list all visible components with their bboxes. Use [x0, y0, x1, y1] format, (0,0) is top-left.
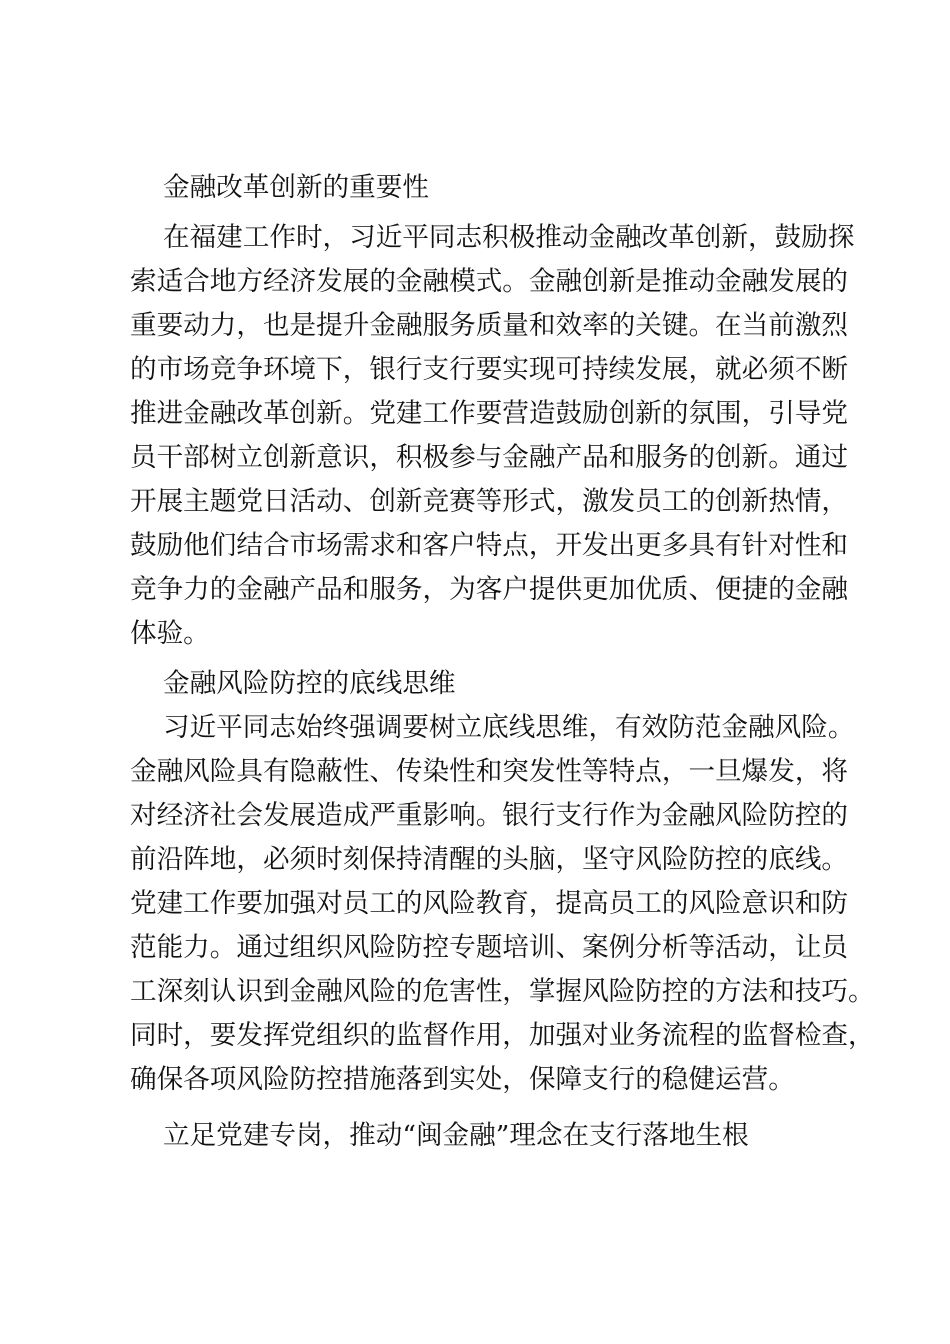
section-heading: 金融改革创新的重要性	[163, 172, 429, 203]
section-heading: 立足党建专岗，推动“闽金融”理念在支行落地生根	[163, 1120, 749, 1151]
paragraph-line: 同时，要发挥党组织的监督作用，加强对业务流程的监督检查，	[130, 1020, 875, 1051]
section-party-building	[130, 1114, 835, 1158]
paragraph-line: 党建工作要加强对员工的风险教育，提高员工的风险意识和防	[130, 888, 849, 919]
paragraph	[130, 216, 855, 656]
paragraph-line: 前沿阵地，必须时刻保持清醒的头脑，坚守风险防控的底线。	[130, 844, 849, 875]
section-risk-control	[130, 662, 875, 1102]
paragraph-line: 对经济社会发展造成严重影响。银行支行作为金融风险防控的	[130, 800, 849, 831]
paragraph-line: 体验。	[130, 618, 210, 649]
paragraph	[130, 706, 875, 1102]
paragraph-line: 鼓励他们结合市场需求和客户特点，开发出更多具有针对性和	[130, 530, 849, 561]
paragraph-line: 索适合地方经济发展的金融模式。金融创新是推动金融发展的	[130, 266, 849, 297]
section-heading: 金融风险防控的底线思维	[163, 668, 456, 699]
section-financial-innovation	[130, 166, 855, 656]
paragraph-line: 在福建工作时，习近平同志积极推动金融改革创新，鼓励探	[163, 222, 855, 253]
paragraph-line: 习近平同志始终强调要树立底线思维，有效防范金融风险。	[163, 712, 855, 743]
paragraph-line: 的市场竞争环境下，银行支行要实现可持续发展，就必须不断	[130, 354, 849, 385]
paragraph-line: 开展主题党日活动、创新竞赛等形式，激发员工的创新热情，	[130, 486, 849, 517]
paragraph-line: 确保各项风险防控措施落到实处，保障支行的稳健运营。	[130, 1064, 795, 1095]
document-page	[130, 166, 875, 1158]
paragraph-line: 推进金融改革创新。党建工作要营造鼓励创新的氛围，引导党	[130, 398, 849, 429]
paragraph-line: 工深刻认识到金融风险的危害性，掌握风险防控的方法和技巧。	[130, 976, 875, 1007]
paragraph-line: 范能力。通过组织风险防控专题培训、案例分析等活动，让员	[130, 932, 849, 963]
paragraph-line: 重要动力，也是提升金融服务质量和效率的关键。在当前激烈	[130, 310, 849, 341]
paragraph-line: 员干部树立创新意识，积极参与金融产品和服务的创新。通过	[130, 442, 849, 473]
paragraph-line: 竞争力的金融产品和服务，为客户提供更加优质、便捷的金融	[130, 574, 849, 605]
paragraph-line: 金融风险具有隐蔽性、传染性和突发性等特点，一旦爆发，将	[130, 756, 849, 787]
